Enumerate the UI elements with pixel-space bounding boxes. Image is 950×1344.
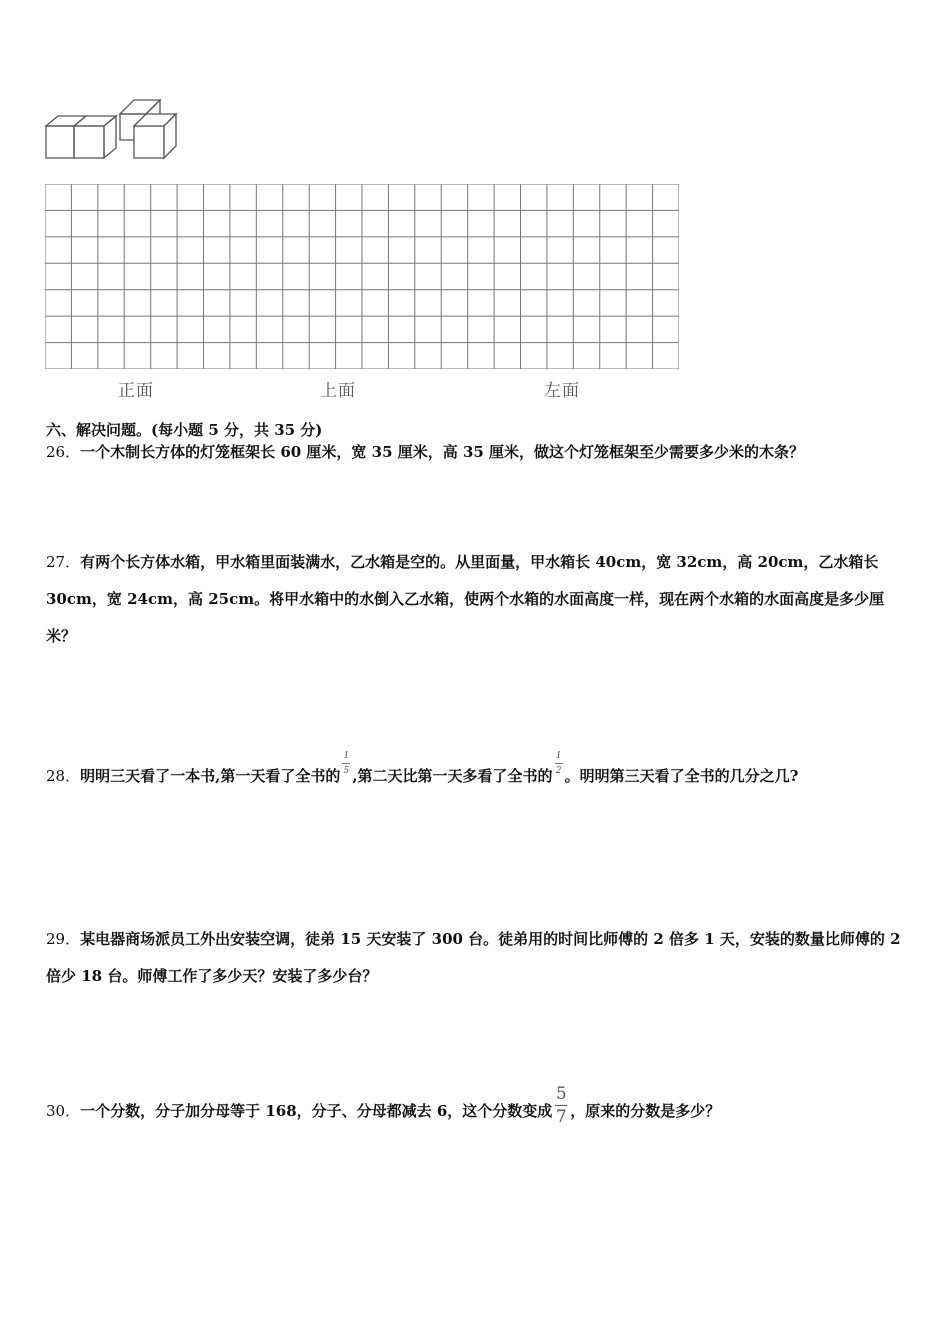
question-text: 一个木制长方体的灯笼框架长 60 厘米，宽 35 厘米，高 35 厘米，做这个灯笼框架至少需要多少米的木条？: [80, 443, 805, 461]
denominator: 7: [555, 1107, 567, 1127]
section-title: 六、解决问题。(每小题 5 分，共 35 分): [46, 421, 323, 439]
cube-face: [120, 100, 160, 114]
question-number: 27．: [46, 553, 81, 571]
question-number: 30．: [46, 1102, 81, 1120]
question-number: 29．: [46, 930, 81, 948]
cube-face: [46, 126, 74, 158]
denominator: 2: [555, 766, 562, 776]
numerator: 1: [555, 751, 562, 761]
fraction-one-fifth: [341, 750, 351, 780]
question-29: [46, 921, 908, 995]
question-27: [46, 544, 908, 655]
question-26: [46, 434, 908, 471]
top-view-label: 上面: [320, 381, 356, 401]
fraction-five-sevenths: [554, 1084, 568, 1128]
question-text: 某电器商场派员工外出安装空调，徒弟 15 天安装了 300 台。徒弟用的时间比师傅的 2 倍多 1 天，安装的数量比师傅的 2 倍少 18 台。师傅工作了多少天？安装了多少台？: [46, 930, 901, 985]
question-text: 明明三天看了一本书,第一天看了全书的: [80, 767, 341, 785]
question-text: 一个分数，分子加分母等于 168，分子、分母都减去 6，这个分数变成: [80, 1102, 553, 1120]
numerator: 5: [555, 1084, 567, 1104]
question-text: 。明明第三天看了全书的几分之几?: [564, 767, 799, 785]
question-text: ，原来的分数是多少？: [570, 1102, 721, 1120]
denominator: 5: [343, 766, 350, 776]
cube-face: [74, 126, 104, 158]
front-view-label: 正面: [118, 381, 154, 401]
question-30: [46, 1084, 908, 1134]
question-number: 26．: [46, 443, 81, 461]
fraction-one-half: [554, 750, 564, 780]
left-view-label: 左面: [544, 381, 580, 401]
question-text: ,第二天比第一天多看了全书的: [352, 767, 553, 785]
question-28: [46, 751, 908, 795]
question-text: 有两个长方体水箱，甲水箱里面装满水，乙水箱是空的。从里面量，甲水箱长 40cm，宽 32cm，高 20cm，乙水箱长 30cm，宽 24cm，高 25cm。将甲水箱中的水倒入乙水箱，使两个水箱的水面高度一样，现在两个水箱的水面高度是多少厘米？: [46, 553, 885, 645]
cube-face: [104, 116, 116, 158]
cube-face: [134, 126, 164, 158]
question-number: 28．: [46, 767, 81, 785]
numerator: 1: [343, 751, 350, 761]
cube-figure: [42, 96, 184, 162]
drawing-grid: [45, 184, 679, 369]
